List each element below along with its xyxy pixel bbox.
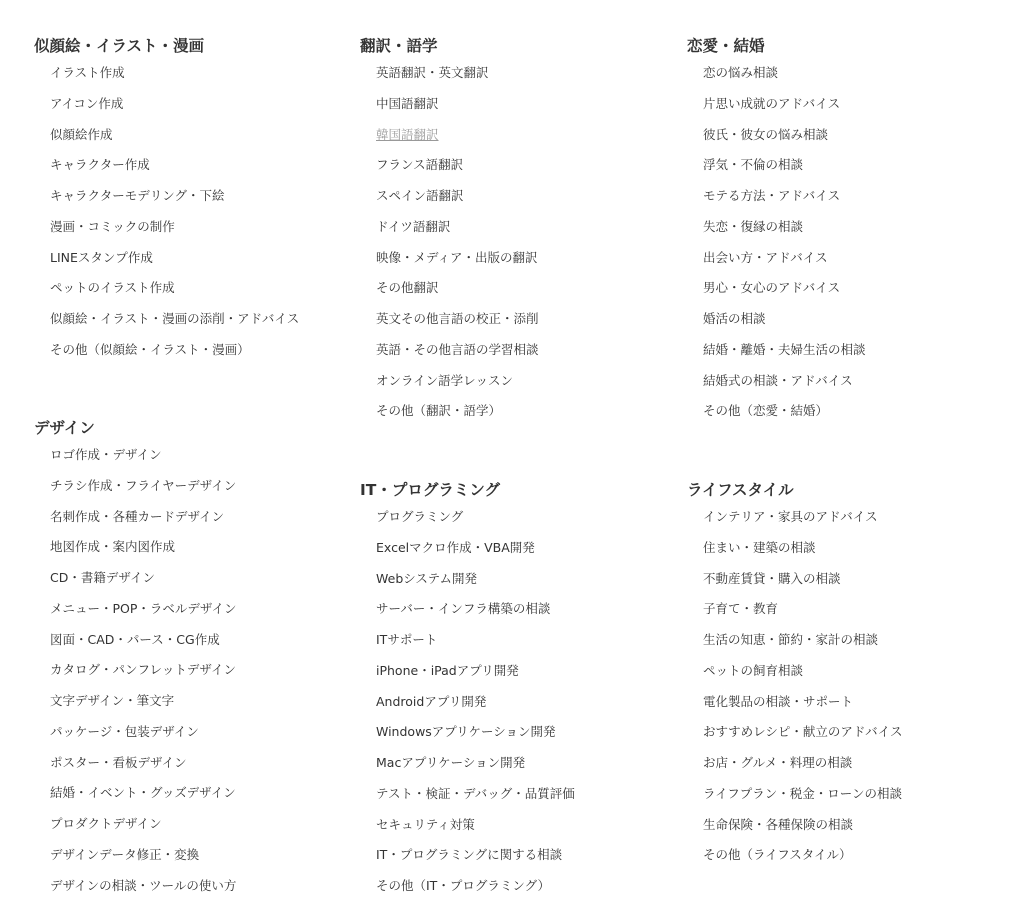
category-link[interactable]: インテリア・家具のアドバイス: [703, 509, 878, 524]
list-item: [376, 125, 539, 156]
category-section-translation: [360, 36, 680, 419]
category-link[interactable]: デザインの相談・ツールの使い方: [50, 877, 237, 893]
list-item: [703, 155, 866, 186]
list-item: [50, 753, 237, 784]
list-item: [50, 309, 299, 340]
list-item: [703, 599, 902, 630]
category-link[interactable]: IT・プログラミングに関する相談: [376, 847, 563, 863]
list-item: [376, 569, 575, 600]
list-item: [50, 340, 299, 371]
category-link[interactable]: 映像・メディア・出版の翻訳: [376, 249, 538, 265]
list-item: [376, 371, 539, 402]
category-link[interactable]: パッケージ・包装デザイン: [50, 723, 199, 739]
category-item-list: [50, 63, 299, 371]
list-item: [50, 783, 237, 814]
category-link[interactable]: スペイン語翻訳: [376, 188, 464, 203]
category-link[interactable]: 彼氏・彼女の悩み相談: [703, 126, 829, 142]
category-link[interactable]: フランス語翻訳: [376, 157, 464, 173]
list-item: [376, 309, 539, 340]
list-item: [703, 63, 866, 94]
category-title: IT・プログラミング: [360, 481, 501, 499]
category-link[interactable]: メニュー・POP・ラベルデザイン: [50, 600, 237, 616]
list-item: [376, 63, 539, 94]
category-link[interactable]: ペットの飼育相談: [703, 662, 804, 678]
category-link[interactable]: ポスター・看板デザイン: [50, 754, 187, 770]
list-item: [376, 538, 575, 569]
list-item: [703, 340, 866, 371]
category-link[interactable]: iPhone・iPadアプリ開発: [376, 662, 519, 678]
list-item: [50, 845, 237, 876]
category-link[interactable]: イラスト作成: [50, 65, 125, 80]
category-link[interactable]: Androidアプリ開発: [376, 693, 487, 709]
list-item: [703, 722, 902, 753]
list-item: [50, 599, 237, 630]
list-item: [50, 691, 237, 722]
list-item: [50, 537, 237, 568]
category-link[interactable]: CD・書籍デザイン: [50, 570, 155, 585]
list-item: [50, 660, 237, 691]
list-item: [703, 278, 866, 309]
list-item: [703, 125, 866, 156]
list-item: [376, 507, 575, 538]
category-section-lifestyle: [687, 480, 1007, 863]
category-item-list: [376, 63, 539, 432]
list-item: [50, 248, 299, 279]
list-item: [376, 692, 575, 723]
category-link[interactable]: その他（恋愛・結婚）: [703, 403, 829, 419]
category-link[interactable]: プロダクトデザイン: [50, 816, 162, 831]
list-item: [376, 815, 575, 846]
category-link-hovered[interactable]: 韓国語翻訳: [376, 126, 439, 142]
list-item: [50, 507, 237, 538]
category-link[interactable]: その他（ライフスタイル）: [703, 847, 852, 863]
list-item: [703, 371, 866, 402]
category-link[interactable]: 図面・CAD・パース・CG作成: [50, 631, 220, 647]
list-item: [376, 661, 575, 692]
category-link[interactable]: その他（翻訳・語学）: [376, 403, 502, 419]
category-link[interactable]: 結婚・イベント・グッズデザイン: [50, 785, 236, 801]
category-link[interactable]: 住まい・建築の相談: [703, 539, 816, 555]
list-item: [50, 814, 237, 845]
category-link[interactable]: 浮気・不倫の相談: [703, 157, 804, 173]
category-link[interactable]: 文字デザイン・筆文字: [50, 693, 175, 708]
list-item: [376, 94, 539, 125]
category-link[interactable]: セキュリティ対策: [376, 816, 475, 832]
list-item: [50, 445, 237, 476]
category-link[interactable]: キャラクターモデリング・下絵: [50, 188, 225, 203]
category-section-it-programming: [360, 480, 680, 893]
category-link[interactable]: 名刺作成・各種カードデザイン: [50, 508, 225, 524]
category-link[interactable]: キャラクター作成: [50, 157, 150, 173]
category-link[interactable]: 英語・その他言語の学習相談: [376, 341, 539, 357]
category-link[interactable]: モテる方法・アドバイス: [703, 188, 841, 203]
list-item: [703, 186, 866, 217]
category-link[interactable]: お店・グルメ・料理の相談: [703, 755, 853, 770]
list-item: [376, 753, 575, 784]
category-section-love-marriage: [687, 36, 1007, 419]
category-link[interactable]: その他翻訳: [376, 280, 439, 296]
category-title: 翻訳・語学: [360, 37, 438, 55]
category-link[interactable]: ITサポート: [376, 632, 438, 647]
category-link[interactable]: 婚活の相談: [703, 311, 766, 326]
list-item: [50, 876, 237, 907]
category-link[interactable]: 英語翻訳・英文翻訳: [376, 65, 489, 80]
list-item: [50, 630, 237, 661]
category-link[interactable]: ペットのイラスト作成: [50, 280, 175, 296]
list-item: [376, 278, 539, 309]
category-link[interactable]: LINEスタンプ作成: [50, 249, 153, 265]
list-item: [703, 845, 902, 876]
category-title: デザイン: [34, 419, 95, 437]
list-item: [376, 845, 575, 876]
category-link[interactable]: サーバー・インフラ構築の相談: [376, 601, 551, 617]
list-item: [376, 186, 539, 217]
category-link[interactable]: 恋の悩み相談: [703, 65, 779, 80]
category-section-design: [34, 418, 354, 893]
list-item: [50, 476, 237, 507]
category-link[interactable]: チラシ作成・フライヤーデザイン: [50, 477, 237, 493]
list-item: [50, 217, 299, 248]
list-item: [376, 876, 575, 907]
list-item: [703, 630, 902, 661]
list-item: [703, 401, 866, 432]
list-item: [376, 599, 575, 630]
category-link[interactable]: テスト・検証・デバッグ・品質評価: [376, 785, 575, 801]
list-item: [703, 217, 866, 248]
category-link[interactable]: デザインデータ修正・変換: [50, 846, 200, 862]
list-item: [376, 784, 575, 815]
list-item: [376, 248, 539, 279]
category-link[interactable]: 不動産賃貸・購入の相談: [703, 570, 841, 586]
list-item: [703, 507, 902, 538]
list-item: [703, 661, 902, 692]
list-item: [50, 155, 299, 186]
category-item-list: [703, 63, 866, 432]
category-link[interactable]: アイコン作成: [50, 95, 124, 111]
category-link[interactable]: 失恋・復縁の相談: [703, 218, 804, 234]
category-link[interactable]: 出会い方・アドバイス: [703, 249, 828, 265]
category-link[interactable]: 男心・女心のアドバイス: [703, 280, 841, 296]
list-item: [703, 94, 866, 125]
list-item: [376, 340, 539, 371]
category-link[interactable]: その他（IT・プログラミング）: [376, 878, 550, 893]
category-link[interactable]: 生活の知恵・節約・家計の相談: [703, 632, 879, 647]
category-link[interactable]: Windowsアプリケーション開発: [376, 724, 556, 740]
list-item: [50, 186, 299, 217]
category-item-list: [50, 445, 237, 906]
category-link[interactable]: Macアプリケーション開発: [376, 755, 526, 770]
list-item: [376, 630, 575, 661]
category-link[interactable]: Webシステム開発: [376, 570, 478, 586]
list-item: [703, 248, 866, 279]
category-title: 似顔絵・イラスト・漫画: [34, 37, 205, 55]
list-item: [50, 722, 237, 753]
category-link[interactable]: ドイツ語翻訳: [376, 218, 451, 234]
list-item: [703, 569, 902, 600]
category-link[interactable]: プログラミング: [376, 509, 464, 524]
list-item: [703, 538, 902, 569]
list-item: [50, 63, 299, 94]
category-link[interactable]: ロゴ作成・デザイン: [50, 447, 162, 462]
category-link[interactable]: 中国語翻訳: [376, 95, 439, 111]
category-title: 恋愛・結婚: [687, 37, 765, 55]
list-item: [50, 568, 237, 599]
category-link[interactable]: カタログ・パンフレットデザイン: [50, 662, 237, 678]
category-item-list: [703, 507, 902, 876]
category-link[interactable]: ライフプラン・税金・ローンの相談: [703, 785, 903, 801]
category-link[interactable]: おすすめレシピ・献立のアドバイス: [703, 724, 903, 740]
list-item: [703, 309, 866, 340]
category-link[interactable]: オンライン語学レッスン: [376, 372, 514, 388]
category-link[interactable]: 結婚式の相談・アドバイス: [703, 372, 853, 388]
list-item: [703, 753, 902, 784]
category-link[interactable]: 子育て・教育: [703, 601, 779, 617]
list-item: [50, 278, 299, 309]
category-link[interactable]: 地図作成・案内図作成: [50, 539, 176, 555]
list-item: [376, 217, 539, 248]
category-link[interactable]: 似顔絵・イラスト・漫画の添削・アドバイス: [50, 311, 300, 326]
category-link[interactable]: その他（似顔絵・イラスト・漫画）: [50, 341, 250, 357]
list-item: [703, 692, 902, 723]
list-item: [703, 815, 902, 846]
category-link[interactable]: 英文その他言語の校正・添削: [376, 311, 539, 326]
category-title: ライフスタイル: [687, 481, 794, 499]
category-link[interactable]: 生命保険・各種保険の相談: [703, 816, 854, 832]
category-item-list: [376, 507, 575, 907]
list-item: [376, 155, 539, 186]
list-item: [50, 125, 299, 156]
list-item: [50, 94, 299, 125]
category-link[interactable]: 電化製品の相談・サポート: [703, 693, 854, 709]
category-section-illustration: [34, 36, 354, 357]
list-item: [703, 784, 902, 815]
category-link[interactable]: 片思い成就のアドバイス: [703, 95, 841, 111]
list-item: [376, 722, 575, 753]
category-link[interactable]: Excelマクロ作成・VBA開発: [376, 539, 535, 555]
category-link[interactable]: 漫画・コミックの制作: [50, 218, 175, 234]
list-item: [376, 401, 539, 432]
category-link[interactable]: 結婚・離婚・夫婦生活の相談: [703, 341, 866, 357]
category-link[interactable]: 似顔絵作成: [50, 126, 113, 142]
